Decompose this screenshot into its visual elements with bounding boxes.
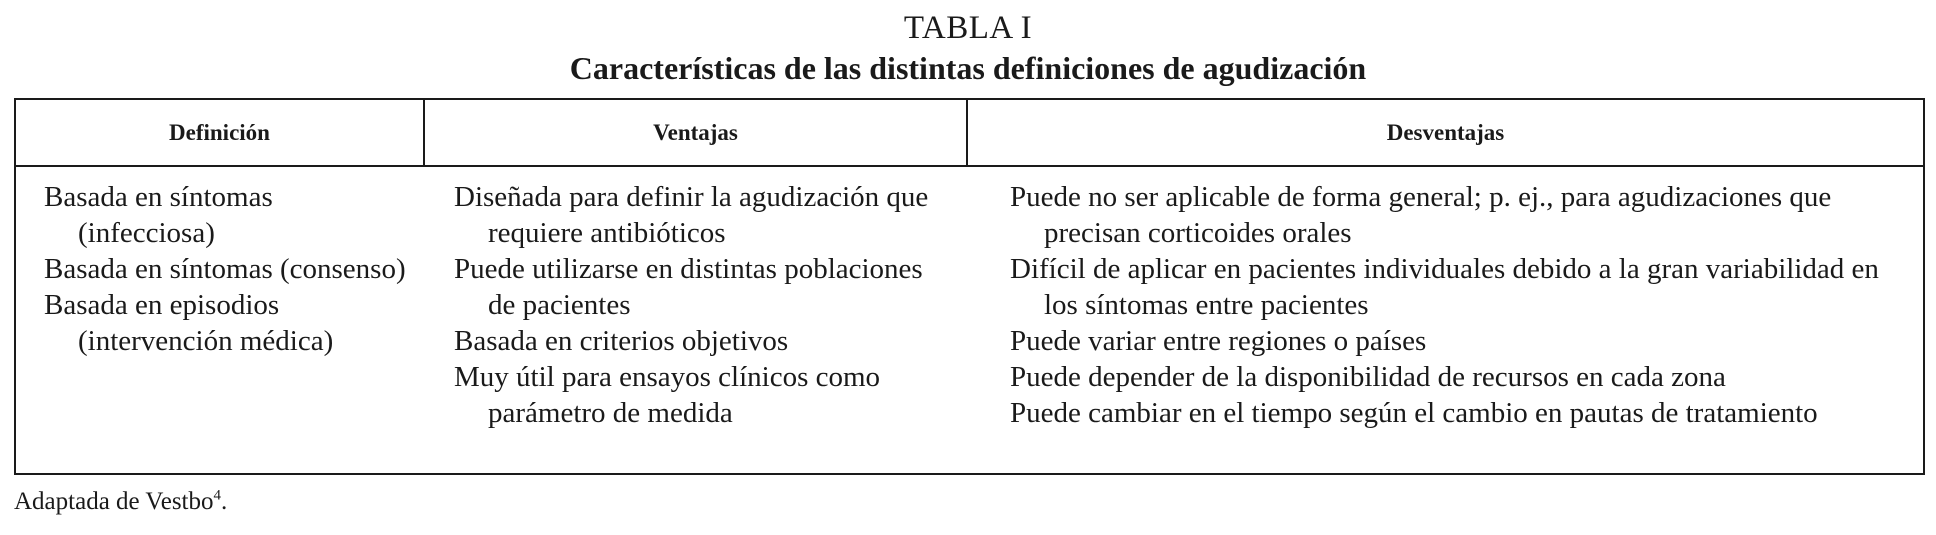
column-header-ventajas: Ventajas xyxy=(423,100,966,165)
table-header-row xyxy=(16,100,1923,167)
desventaja-entry: Difícil de aplicar en pacientes individuales debido a la gran variabilidad en los síntomas entre pacientes xyxy=(1010,253,1879,321)
footnote-period: . xyxy=(221,488,228,515)
table-label: TABLA I xyxy=(903,10,1033,46)
ventajas-column xyxy=(454,179,954,431)
column-header-definicion: Definición xyxy=(169,119,270,145)
desventaja-entry: Puede cambiar en el tiempo según el cambio en pautas de tratamiento xyxy=(1010,397,1818,429)
ventaja-entry: Diseñada para definir la agudización que requiere antibióticos xyxy=(454,181,929,249)
desventaja-entry: Puede no ser aplicable de forma general; p. ej., para agudizaciones que precisan corticoides orales xyxy=(1010,181,1832,249)
ventaja-entry: Puede utilizarse en distintas poblaciones de pacientes xyxy=(454,253,923,321)
definicion-entry: Basada en síntomas (infecciosa) xyxy=(44,181,273,249)
definicion-entry: Basada en episodios (intervención médica) xyxy=(44,289,334,357)
definicion-entry: Basada en síntomas (consenso) xyxy=(44,253,406,285)
data-table xyxy=(14,98,1925,475)
footnote-text: Adaptada de Vestbo xyxy=(14,488,214,515)
ventaja-entry: Muy útil para ensayos clínicos como parámetro de medida xyxy=(454,361,881,429)
definicion-column xyxy=(44,179,414,359)
table-title: Características de las distintas definiciones de agudización xyxy=(569,50,1367,86)
desventajas-column xyxy=(1010,179,1915,431)
column-header-desventajas: Desventajas xyxy=(966,100,1923,165)
footnote-reference: 4 xyxy=(213,487,221,504)
desventaja-entry: Puede variar entre regiones o países xyxy=(1010,325,1427,357)
ventaja-entry: Basada en criterios objetivos xyxy=(454,325,789,357)
table-footnote xyxy=(14,487,227,517)
desventaja-entry: Puede depender de la disponibilidad de recursos en cada zona xyxy=(1010,361,1726,393)
